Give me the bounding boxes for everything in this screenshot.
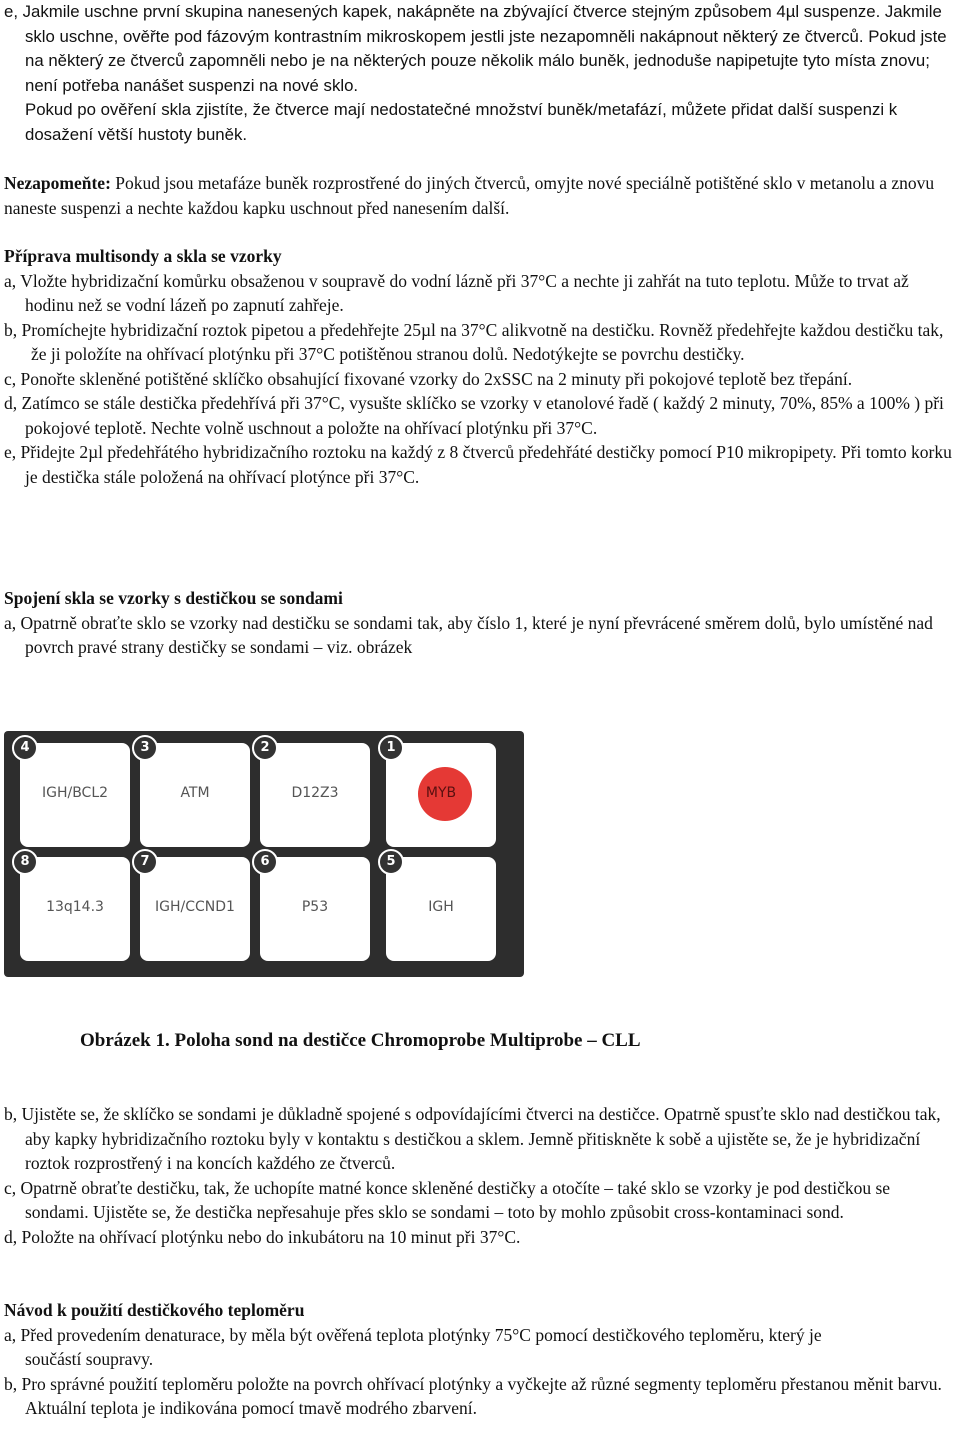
- probe-square: [386, 854, 496, 961]
- section-joining-continued: [4, 1102, 958, 1249]
- square-number: 4: [12, 735, 38, 761]
- probe-label: 13q14.3: [46, 899, 104, 915]
- step-a-continued: součástí soupravy.: [25, 1349, 154, 1369]
- probe-square: [140, 740, 250, 847]
- section-joining: [4, 586, 958, 660]
- probe-square: [260, 854, 370, 961]
- step-d: d, Položte na ohřívací plotýnku nebo do inkubátoru na 10 minut při 37°C.: [4, 1226, 521, 1247]
- section-title: Návod k použití destičkového teploměru: [4, 1300, 305, 1320]
- square-number: 5: [378, 849, 404, 875]
- intro-text-1: e, Jakmile uschne první skupina nanesených kapek, nakápněte na zbývající čtverce stejným způsobem 4µl suspenze. Jakmile sklo uschne, ověřte pod fázovým kontrastním mikroskopem jestli jste nezapomněli nakápnout některý ze čtverců.: [4, 2, 942, 46]
- probe-label: IGH/BCL2: [41, 785, 109, 801]
- step-c: c, Opatrně obraťte destičku, tak, že uchopíte matné konce skleněné destičky a otočíte – také sklo se vzorky je pod destičkou se sondami. Ujistěte se, že destička nepřesahuje přes sklo se sondami – toto by mohlo způsobit cross-kontaminaci sond.: [4, 1177, 891, 1222]
- step-b: b, Pro správné použití teploměru položte na povrch ohřívací plotýnky a vyčkejte až různé segmenty teploměru přestanou měnit barvu. Aktuální teplota je indikována pomocí tmavě modrého zbarvení.: [4, 1373, 942, 1418]
- probe-label: MYB: [425, 785, 457, 801]
- step-d: d, Zatímco se stále destička předehřívá při 37°C, vysušte sklíčko se vzorky v etanolové řadě ( každý 2 minuty, 70%, 85% a 100% ) při pokojové teplotě. Nechte volně uschnout a položte na ohřívací plotýnku při 37°C.: [4, 393, 944, 438]
- probe-square: [386, 740, 496, 847]
- intro-paragraph-2: Pokud po ověření skla zjistíte, že čtverce mají nedostatečné množství buněk/metafází, můžete přidat další suspenzi k dosažení větší hustoty buněk.: [25, 100, 898, 144]
- section-preparation: [4, 244, 958, 489]
- step-a: a, Opatrně obraťte sklo se vzorky nad destičku se sondami tak, aby číslo 1, které je nyní převrácené směrem dolů, bylo umístěné nad povrch pravé strany destičky se sondami – viz. obrázek: [4, 612, 933, 657]
- probe-label: IGH: [428, 899, 454, 915]
- probe-square: [20, 740, 130, 847]
- intro-text-2: Pokud jste na některý ze čtverců zapomněli nebo je na některých pouze několik málo buněk, jednoduše napipetujte tyto místa znovu; není potřeba nanášet suspenzi na nové sklo.: [25, 26, 947, 95]
- square-number: 6: [252, 849, 278, 875]
- step-e: e, Přidejte 2µl předehřátého hybridizačního roztoku na každý z 8 čtverců předehřáté destičky pomocí P10 mikropipety. Při tomto korku je destička stále položená na ohřívací plotýnce při 37°C.: [4, 442, 952, 487]
- step-b: b, Promíchejte hybridizační roztok pipetou a předehřejte 25µl na 37°C alikvotně na destičku. Rovněž předehřejte každou destičku tak, že ji položíte na ohřívací plotýnku při 37°C potištěnou stranou dolů. Nedotýkejte se povrchu destičky.: [4, 319, 944, 364]
- square-number: 7: [132, 849, 158, 875]
- step-a: a, Před provedením denaturace, by měla být ověřená teplota plotýnky 75°C pomocí destičkového teploměru, který je: [4, 1324, 822, 1345]
- square-number: 8: [12, 849, 38, 875]
- step-c: c, Ponořte skleněné potištěné sklíčko obsahující fixované vzorky do 2xSSC na 2 minuty při pokojové teplotě bez třepání.: [4, 368, 853, 389]
- note-label: Nezapomeňte:: [4, 173, 111, 193]
- step-a: a, Vložte hybridizační komůrku obsaženou v soupravě do vodní lázně při 37°C a nechte ji zahřát na tuto teplotu. Může to trvat až hodinu než se vodní lázeň po zapnutí zahřeje.: [4, 270, 909, 315]
- intro-paragraph: [4, 0, 958, 98]
- section-title: Příprava multisondy a skla se vzorky: [4, 246, 282, 266]
- probe-plate-figure: [4, 731, 524, 977]
- note-text: Pokud jsou metafáze buněk rozprostřené do jiných čtverců, omyjte nové speciálně potištěné sklo v metanolu a znovu naneste suspenzi a nechte každou kapku uschnout před nanesením další.: [4, 173, 935, 218]
- probe-label: P53: [301, 899, 329, 915]
- square-number: 1: [378, 735, 404, 761]
- probe-square: [20, 854, 130, 961]
- probe-square: [260, 740, 370, 847]
- section-thermometer: [4, 1298, 958, 1421]
- figure-caption: Obrázek 1. Poloha sond na destičce Chromoprobe Multiprobe – CLL: [80, 1030, 641, 1051]
- note-paragraph: [4, 171, 958, 220]
- probe-label: ATM: [180, 785, 210, 801]
- square-number: 2: [252, 735, 278, 761]
- probe-label: IGH/CCND1: [155, 899, 235, 915]
- square-number: 3: [132, 735, 158, 761]
- probe-label: D12Z3: [291, 785, 339, 801]
- probe-square: [140, 854, 250, 961]
- step-b: b, Ujistěte se, že sklíčko se sondami je důkladně spojené s odpovídajícími čtverci na destičce. Opatrně spusťte sklo nad destičkou tak, aby kapky hybridizačního roztoku byly v kontaktu s destičkou a sklem. Jemně přitiskněte k sobě a ujistěte se, že je hybridizační roztok rozprostřený i na koncích každého ze čtverců.: [4, 1104, 941, 1173]
- section-title: Spojení skla se vzorky s destičkou se sondami: [4, 588, 343, 608]
